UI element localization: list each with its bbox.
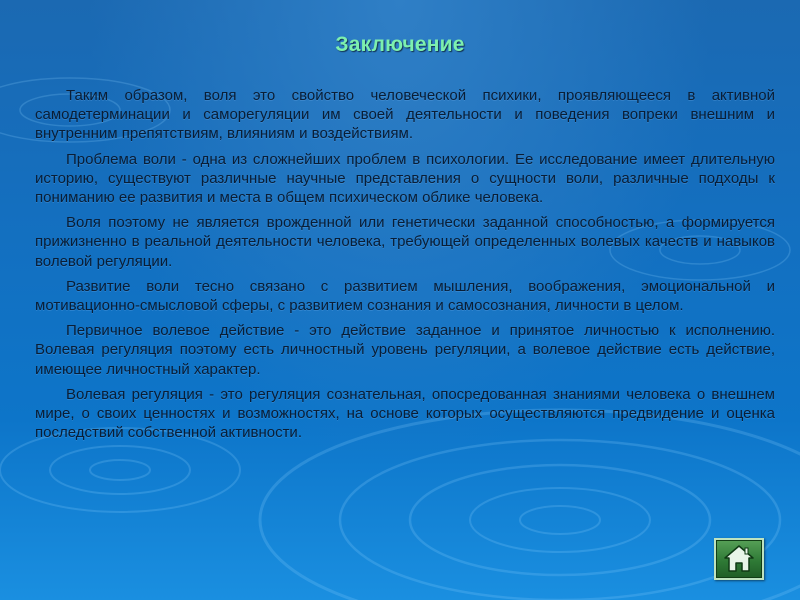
paragraph: Развитие воли тесно связано с развитием мышления, воображения, эмоциональной и мотивационно-смысловой сферы, с развитием сознания и самосознания, личности в целом. [35,277,775,315]
home-icon [723,544,755,574]
paragraph: Таким образом, воля это свойство человеческой психики, проявляющееся в активной самодетерминации и саморегуляции им своей деятельности и поведения вопреки внешним и внутренним препятствиям, влияниям и воздействиям. [35,87,775,143]
paragraph: Проблема воли - одна из сложнейших проблем в психологии. Ее исследование имеет длительную историю, существуют различные научные представления о сущности воли, различные подходы к пониманию ее развития и места в общем психическом облике человека. [35,150,775,207]
paragraph: Воля поэтому не является врожденной или генетически заданной способностью, а формируется прижизненно в реальной деятельности человека, требующей определенных волевых качеств и навыков волевой регуляции. [35,214,775,270]
home-button[interactable] [714,538,764,580]
slide-title: Заключение [335,33,465,56]
slide-body [35,86,775,448]
paragraph: Первичное волевое действие - это действие заданное и принятое личностью к исполнению. Волевая регуляция поэтому есть личностный уровень регуляции, а волевое действие есть действие, имеющее личностный характер. [35,322,775,378]
paragraph: Волевая регуляция - это регуляция сознательная, опосредованная знаниями человека о внешнем мире, о своих ценностях и возможностях, на основе которых осуществляются предвидение и оценка последствий собственной активности. [35,385,775,442]
